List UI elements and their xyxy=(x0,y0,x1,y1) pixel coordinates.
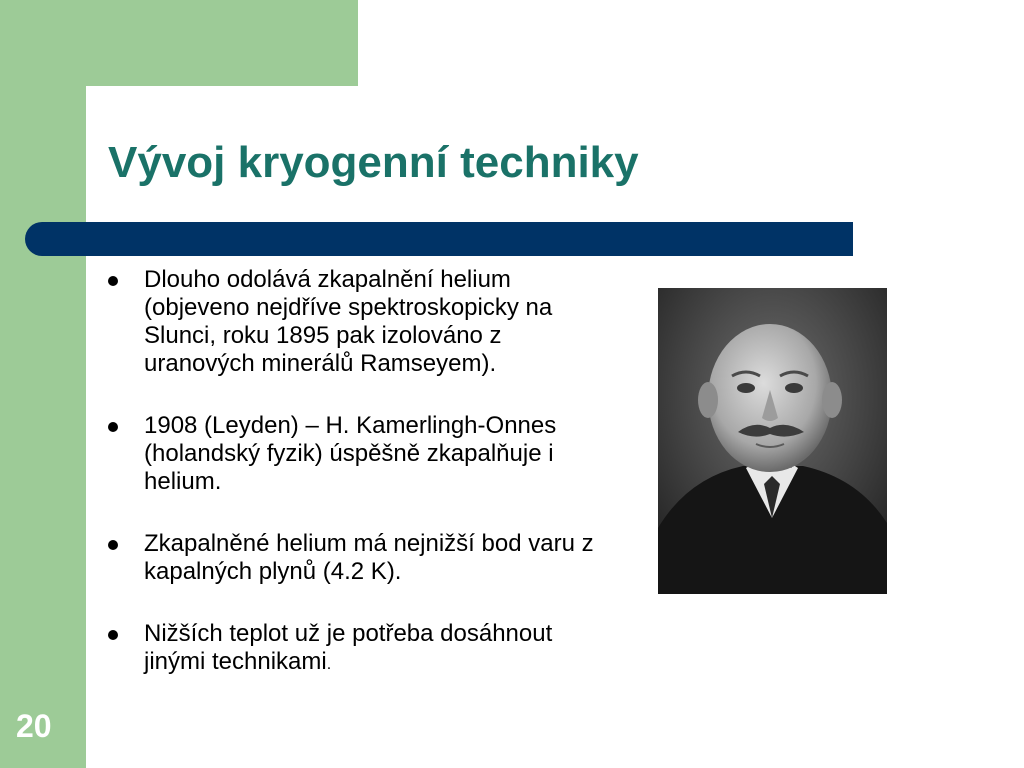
bullet-item xyxy=(108,412,618,496)
green-frame-top xyxy=(0,0,358,86)
bullet-dot-icon xyxy=(108,422,118,432)
bullet-text: Zkapalněné helium má nejnižší bod varu z kapalných plynů (4.2 K). xyxy=(144,530,594,585)
slide-title: Vývoj kryogenní techniky xyxy=(108,138,639,187)
bullet-item xyxy=(108,530,618,586)
bullet-text: Dlouho odolává zkapalnění helium (objeveno nejdříve spektroskopicky na Slunci, roku 1895 pak izolováno z uranových minerálů Ramseyem). xyxy=(144,266,553,377)
bullet-item xyxy=(108,266,618,378)
bullet-item xyxy=(108,620,618,679)
bullet-trailing-period: . xyxy=(326,656,332,673)
slide-number: 20 xyxy=(16,708,52,744)
bullet-list xyxy=(108,266,618,713)
bullet-text: Nižších teplot už je potřeba dosáhnout jinými technikami xyxy=(144,620,553,675)
title-underline-bar xyxy=(25,222,853,256)
bullet-dot-icon xyxy=(108,540,118,550)
bullet-text: 1908 (Leyden) – H. Kamerlingh-Onnes (holandský fyzik) úspěšně zkapalňuje i helium. xyxy=(144,412,557,495)
bullet-dot-icon xyxy=(108,630,118,640)
portrait-photo xyxy=(658,288,887,594)
green-frame-left xyxy=(0,0,86,768)
bullet-dot-icon xyxy=(108,276,118,286)
